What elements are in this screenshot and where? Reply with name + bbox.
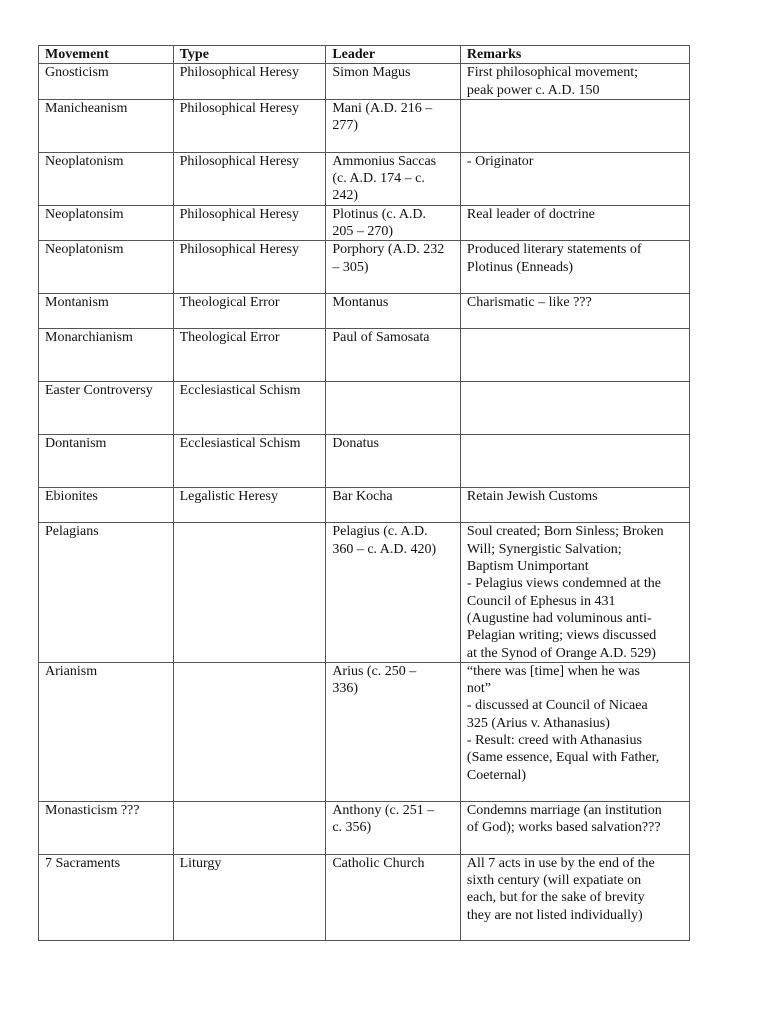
cell-movement: Neoplatonism	[39, 152, 174, 205]
cell-remarks: Produced literary statements of Plotinus (Enneads)	[460, 241, 689, 294]
header-movement: Movement	[39, 46, 174, 64]
table-row	[39, 205, 690, 241]
cell-leader	[326, 382, 461, 435]
cell-remarks	[460, 329, 689, 382]
cell-movement: Monasticism ???	[39, 801, 174, 854]
table-row	[39, 662, 690, 801]
cell-remarks: Condemns marriage (an institution of God); works based salvation???	[460, 801, 689, 854]
cell-leader: Simon Magus	[326, 64, 461, 100]
cell-remarks: First philosophical movement; peak power c. A.D. 150	[460, 64, 689, 100]
cell-type: Theological Error	[173, 329, 326, 382]
cell-remarks: “there was [time] when he was not” - discussed at Council of Nicaea 325 (Arius v. Athanasius) - Result: creed with Athanasius (Same essence, Equal with Father, Coeternal)	[460, 662, 689, 801]
cell-movement: Monarchianism	[39, 329, 174, 382]
cell-type: Liturgy	[173, 854, 326, 940]
cell-movement: 7 Sacraments	[39, 854, 174, 940]
table-row	[39, 64, 690, 100]
cell-type	[173, 523, 326, 662]
table-row	[39, 801, 690, 854]
cell-leader: Montanus	[326, 294, 461, 329]
cell-type: Philosophical Heresy	[173, 241, 326, 294]
cell-remarks	[460, 99, 689, 152]
cell-movement: Montanism	[39, 294, 174, 329]
cell-type: Philosophical Heresy	[173, 99, 326, 152]
cell-leader: Mani (A.D. 216 – 277)	[326, 99, 461, 152]
cell-movement: Dontanism	[39, 435, 174, 488]
cell-remarks: Retain Jewish Customs	[460, 488, 689, 523]
table-row	[39, 99, 690, 152]
table-row	[39, 435, 690, 488]
cell-movement: Ebionites	[39, 488, 174, 523]
table-row	[39, 854, 690, 940]
header-leader: Leader	[326, 46, 461, 64]
cell-leader: Paul of Samosata	[326, 329, 461, 382]
cell-type: Philosophical Heresy	[173, 205, 326, 241]
cell-leader: Catholic Church	[326, 854, 461, 940]
cell-leader: Bar Kocha	[326, 488, 461, 523]
header-remarks: Remarks	[460, 46, 689, 64]
cell-type	[173, 801, 326, 854]
cell-movement: Manicheanism	[39, 99, 174, 152]
cell-remarks: - Originator	[460, 152, 689, 205]
table-row	[39, 152, 690, 205]
cell-movement: Pelagians	[39, 523, 174, 662]
cell-type: Legalistic Heresy	[173, 488, 326, 523]
cell-leader: Plotinus (c. A.D. 205 – 270)	[326, 205, 461, 241]
cell-movement: Neoplatonsim	[39, 205, 174, 241]
cell-type: Ecclesiastical Schism	[173, 435, 326, 488]
cell-movement: Neoplatonism	[39, 241, 174, 294]
header-type: Type	[173, 46, 326, 64]
table-header	[39, 46, 690, 64]
cell-type: Philosophical Heresy	[173, 64, 326, 100]
cell-movement: Gnosticism	[39, 64, 174, 100]
cell-type: Ecclesiastical Schism	[173, 382, 326, 435]
table-row	[39, 241, 690, 294]
table-row	[39, 329, 690, 382]
cell-remarks: Charismatic – like ???	[460, 294, 689, 329]
cell-remarks	[460, 382, 689, 435]
heresies-table	[38, 45, 690, 941]
table-body	[39, 64, 690, 941]
table-row	[39, 523, 690, 662]
cell-leader: Pelagius (c. A.D. 360 – c. A.D. 420)	[326, 523, 461, 662]
cell-movement: Easter Controversy	[39, 382, 174, 435]
cell-movement: Arianism	[39, 662, 174, 801]
cell-remarks	[460, 435, 689, 488]
cell-leader: Anthony (c. 251 – c. 356)	[326, 801, 461, 854]
cell-remarks: Real leader of doctrine	[460, 205, 689, 241]
cell-leader: Porphory (A.D. 232 – 305)	[326, 241, 461, 294]
cell-leader: Ammonius Saccas (c. A.D. 174 – c. 242)	[326, 152, 461, 205]
cell-leader: Donatus	[326, 435, 461, 488]
table-row	[39, 294, 690, 329]
cell-type: Philosophical Heresy	[173, 152, 326, 205]
cell-leader: Arius (c. 250 – 336)	[326, 662, 461, 801]
cell-remarks: Soul created; Born Sinless; Broken Will; Synergistic Salvation; Baptism Unimportant - Pelagius views condemned at the Council of Ephesus in 431 (Augustine had voluminous anti- Pelagian writing; views discussed at the Synod of Orange A.D. 529)	[460, 523, 689, 662]
table-row	[39, 382, 690, 435]
cell-remarks: All 7 acts in use by the end of the sixth century (will expatiate on each, but for the sake of brevity they are not listed individually)	[460, 854, 689, 940]
cell-type	[173, 662, 326, 801]
table-row	[39, 488, 690, 523]
cell-type: Theological Error	[173, 294, 326, 329]
